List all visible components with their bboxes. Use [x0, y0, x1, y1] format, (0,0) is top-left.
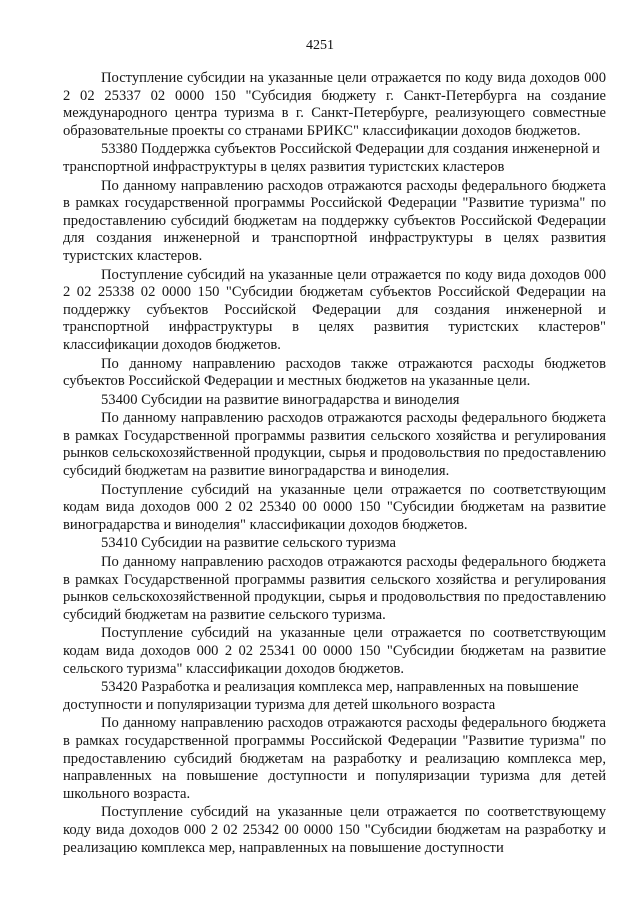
paragraph: Поступление субсидий на указанные цели отражается по коду вида доходов 000 2 02 25338 02 0000 150 "Субсидии бюджетам субъектов Российской Федерации на поддержку субъектов Российской Федерации для создания инженерной и транспортной инфраструктуры в целях развития туристских кластеров" классификации доходов бюджетов. — [63, 266, 606, 353]
paragraph: По данному направлению расходов отражаются расходы федерального бюджета в рамках Государственной программы развития сельского хозяйства и регулирования рынков сельскохозяйственной продукции, сырья и продовольствия по предоставлению субсидий бюджетам на развитие сельского туризма. — [63, 554, 606, 623]
paragraph: Поступление субсидий на указанные цели отражается по соответствующему коду вида доходов 000 2 02 25342 00 0000 150 "Субсидии бюджетам на разработку и реализацию комплекса мер, направленных на повышение доступности — [63, 804, 606, 856]
paragraph: По данному направлению расходов отражаются расходы федерального бюджета в рамках Государственной программы развития сельского хозяйства и регулирования рынков сельскохозяйственной продукции, сырья и продовольствия по предоставлению субсидий бюджетам на развитие виноградарства и виноделия. — [63, 410, 606, 480]
section-heading: 53380 Поддержка субъектов Российской Федерации для создания инженерной и транспортной инфраструктуры в целях развития туристских кластеров — [63, 141, 600, 175]
paragraph: По данному направлению расходов отражаются расходы федерального бюджета в рамках государственной программы Российской Федерации "Развитие туризма" по предоставлению субсидий бюджетам на разработку и реализацию комплекса мер, направленных на повышение доступности и популяризации туризма для детей школьного возраста. — [63, 715, 606, 802]
paragraph: Поступление субсидий на указанные цели отражается по соответствующим кодам вида доходов 000 2 02 25340 00 0000 150 "Субсидии бюджетам на развитие виноградарства и виноделия" классификации доходов бюджетов. — [63, 481, 606, 533]
section-heading: 53410 Субсидии на развитие сельского туризма — [101, 535, 397, 552]
section-heading: 53400 Субсидии на развитие виноградарства и виноделия — [101, 391, 460, 408]
page-number: 4251 — [306, 38, 334, 53]
paragraph: Поступление субсидии на указанные цели отражается по коду вида доходов 000 2 02 25337 02 0000 150 "Субсидия бюджету г. Санкт-Петербурга на создание международного центра туризма в г. Санкт-Петербурге, реализующего совместные образовательные проекты со странами БРИКС" классификации доходов бюджетов. — [63, 70, 606, 139]
paragraph: По данному направлению расходов отражаются расходы федерального бюджета в рамках государственной программы Российской Федерации "Развитие туризма" по предоставлению субсидий бюджетам на поддержку субъектов Российской Федерации для создания инженерной и транспортной инфраструктуры в целях развития туристских кластеров. — [63, 177, 606, 264]
section-heading: 53420 Разработка и реализация комплекса мер, направленных на повышение доступности и популяризации туризма для детей школьного возраста — [63, 679, 579, 713]
paragraph: По данному направлению расходов также отражаются расходы бюджетов субъектов Российской Федерации и местных бюджетов на указанные цели. — [63, 355, 606, 390]
paragraph: Поступление субсидий на указанные цели отражается по соответствующим кодам вида доходов 000 2 02 25341 00 0000 150 "Субсидии бюджетам на развитие сельского туризма" классификации доходов бюджетов. — [63, 625, 606, 677]
document-body — [63, 70, 606, 857]
